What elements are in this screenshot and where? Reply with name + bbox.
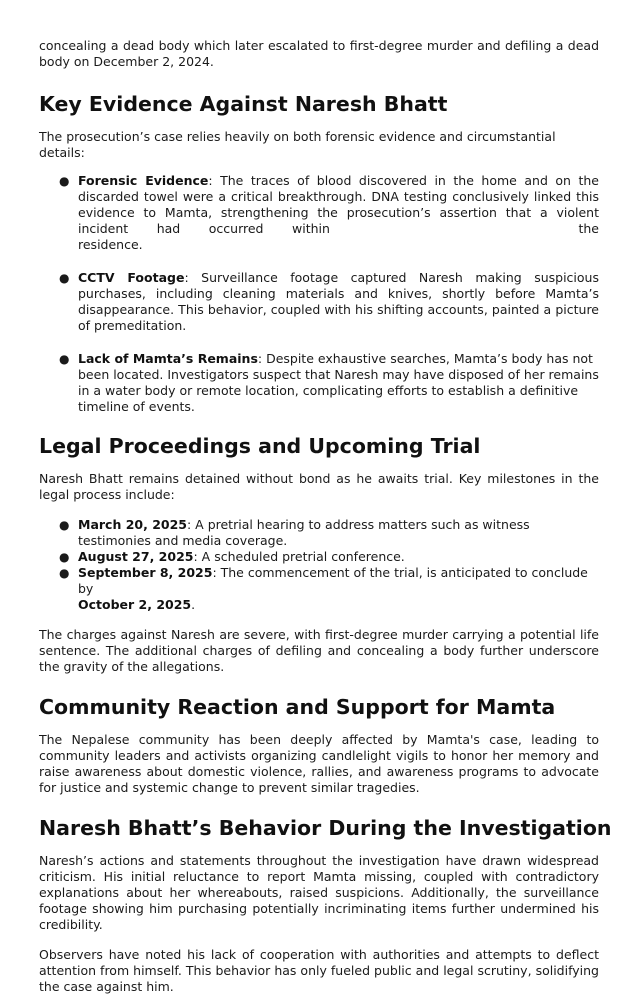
- evidence-text: : Surveillance footage captured Naresh making suspicious purchases, including cleaning materials and knives, shortly before Mamta’s disappearance. This behavior, coupled with his shifting accounts, painted a picture of premeditation.: [78, 270, 599, 333]
- community-heading: Community Reaction and Support for Mamta: [39, 695, 556, 719]
- legal-heading: Legal Proceedings and Upcoming Trial: [39, 434, 481, 458]
- evidence-lead: The prosecution’s case relies heavily on both forensic evidence and circumstantial details:: [39, 129, 556, 160]
- bullet-icon: ●: [59, 518, 70, 532]
- legal-lead: Naresh Bhatt remains detained without bond as he awaits trial. Key milestones in the legal process include:: [39, 471, 599, 502]
- bullet-icon: ●: [59, 174, 70, 188]
- milestone-text: : A scheduled pretrial conference.: [193, 549, 405, 564]
- list-item: [59, 565, 599, 613]
- milestone-date: August 27, 2025: [78, 549, 194, 564]
- milestone-end-date: October 2, 2025: [78, 597, 192, 612]
- bullet-icon: ●: [59, 550, 70, 564]
- milestone-text: : A pretrial hearing to address matters such as witness testimonies and media coverage.: [78, 517, 530, 548]
- evidence-text-tail: within the residence.: [78, 221, 599, 252]
- evidence-term: Forensic Evidence: [78, 173, 209, 188]
- bullet-icon: ●: [59, 271, 70, 285]
- list-item: [59, 351, 599, 415]
- behavior-paragraph-1: Naresh’s actions and statements throughout the investigation have drawn widespread criticism. His initial reluctance to report Mamta missing, coupled with contradictory explanations about her whereabouts, raised suspicions. Additionally, the surveillance footage showing him purchasing potentially incriminating items further undermined his credibility.: [39, 853, 599, 932]
- milestone-text: : The commencement of the trial, is anticipated to conclude by: [78, 565, 588, 596]
- milestone-date: March 20, 2025: [78, 517, 187, 532]
- community-paragraph: The Nepalese community has been deeply affected by Mamta's case, leading to community leaders and activists organizing candlelight vigils to honor her memory and raise awareness about domestic violence, rallies, and awareness programs to advocate for justice and systemic change to prevent similar tragedies.: [39, 732, 599, 795]
- list-item: [59, 173, 599, 253]
- evidence-term: Lack of Mamta’s Remains: [78, 351, 258, 366]
- evidence-heading: Key Evidence Against Naresh Bhatt: [39, 92, 448, 116]
- legal-list: [39, 517, 599, 613]
- bullet-icon: ●: [59, 352, 70, 366]
- list-item: [59, 517, 599, 549]
- behavior-heading: Naresh Bhatt’s Behavior During the Investigation: [39, 816, 612, 840]
- milestone-date: September 8, 2025: [78, 565, 213, 580]
- evidence-list: [39, 173, 599, 415]
- behavior-paragraph-2: Observers have noted his lack of cooperation with authorities and attempts to deflect attention from himself. This behavior has only fueled public and legal scrutiny, solidifying the case against him.: [39, 947, 599, 994]
- bullet-icon: ●: [59, 566, 70, 580]
- list-item: [59, 549, 599, 565]
- legal-closing: The charges against Naresh are severe, with first-degree murder carrying a potential life sentence. The additional charges of defiling and concealing a body further underscore the gravity of the allegations.: [39, 627, 599, 674]
- list-item: [59, 270, 599, 334]
- intro-paragraph: concealing a dead body which later escalated to first-degree murder and defiling a dead body on December 2, 2024.: [39, 38, 599, 69]
- evidence-text: : The traces of blood discovered in the home and on the discarded towel were a critical breakthrough. DNA testing conclusively linked this evidence to Mamta, strengthening the prosecution’s assertion that a violent incident had occurred: [78, 173, 599, 236]
- evidence-term: CCTV Footage: [78, 270, 185, 285]
- evidence-text: : Despite exhaustive searches, Mamta’s body has not been located. Investigators suspect that Naresh may have disposed of her remains in a water body or remote location, complicating efforts to establish a definitive timeline of events.: [78, 351, 599, 414]
- milestone-end-punct: .: [191, 597, 196, 612]
